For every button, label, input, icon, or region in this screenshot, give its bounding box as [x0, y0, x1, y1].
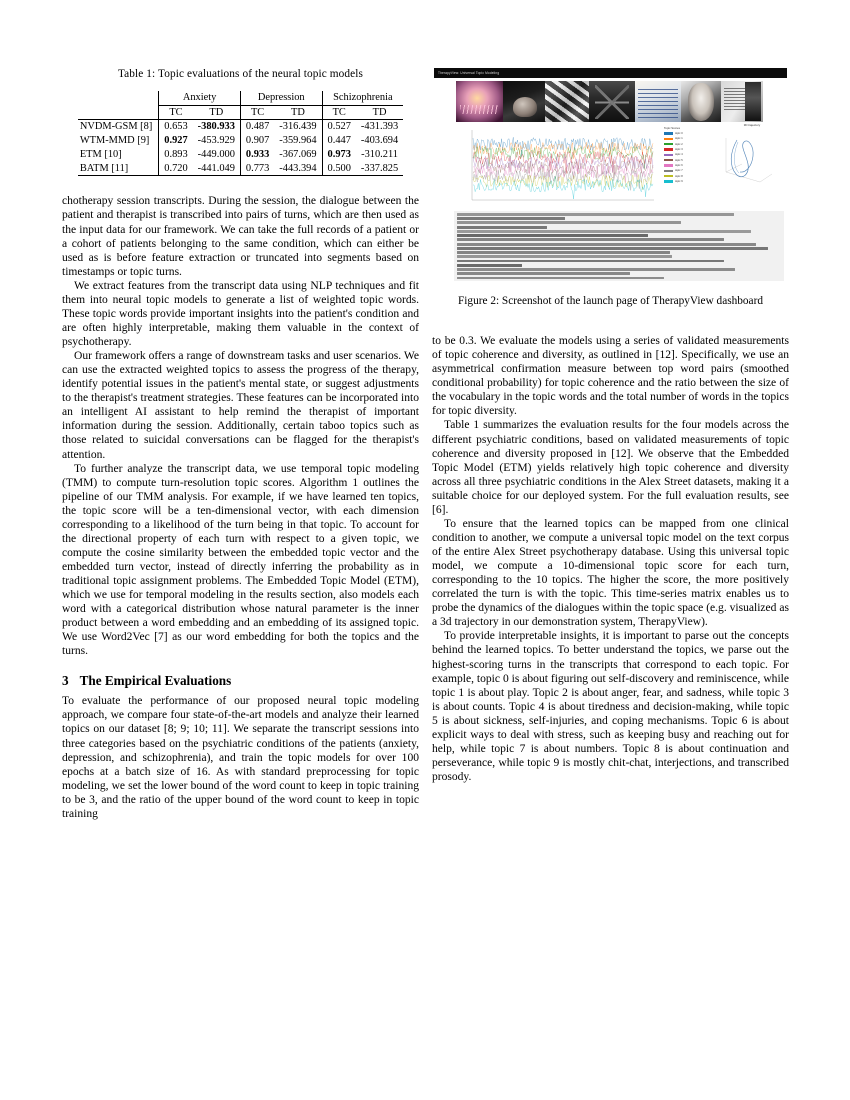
table-cell: 0.500: [322, 162, 356, 176]
table-cell: 0.973: [322, 148, 356, 162]
transcript-line: [457, 264, 522, 267]
table-corner-cell: [78, 91, 159, 105]
strip-thumbnail: [681, 81, 721, 122]
legend-color-swatch: [664, 143, 673, 145]
figure-2-image: [432, 68, 789, 285]
legend-item-label: topic 1: [675, 137, 683, 141]
table-cell: -453.929: [197, 135, 235, 147]
table-group-header-row: [78, 91, 403, 105]
paragraph-right-2: Table 1 summarizes the evaluation results for the four models across the different psychiatric conditions, based on validated measurements of topic coherence and diversity proposed in [12]. We observe that the Embedded Topic Model (ETM) yields relatively high topic coherence and diversity across all three psychiatric conditions in the Alex Street datasets, making it a suitable choice for our deployed system. For the full evaluation results, see [6].: [432, 419, 789, 516]
paragraph-left-3: Our framework offers a range of downstream tasks and user scenarios. We can use the extracted weighted topics to assess the progress of the therapy, identify potential issues in the patient's mental state, or suggest adjustments to the therapist's treatment strategies. These features can be incorporated into an intelligent AI assistant to help remind the therapist of important information during the session. Additionally, certain taboo topics such as those related to suicidal conversations can be flagged for the therapist's attention.: [62, 350, 419, 461]
table-group-header: Depression: [240, 91, 322, 105]
right-column: [432, 68, 789, 784]
transcript-line: [457, 230, 751, 233]
transcript-line: [457, 238, 724, 241]
table-metric-header: TD: [274, 105, 322, 120]
legend-item-label: topic 4: [675, 153, 683, 157]
strip-thumbnail: [635, 81, 681, 122]
table-row: [78, 162, 403, 176]
topic-evaluation-table: [78, 91, 403, 176]
chart-legend: [664, 126, 712, 188]
chart-series-line: [473, 151, 653, 174]
transcript-line: [457, 213, 734, 216]
table-cell: 0.527: [322, 120, 356, 134]
section-number: 3: [62, 673, 69, 689]
transcript-line: [457, 243, 756, 246]
table-row: [78, 120, 403, 134]
legend-item[interactable]: [664, 179, 712, 184]
legend-item-label: topic 5: [675, 158, 683, 162]
paragraph-left-2: We extract features from the transcript data using NLP techniques and fit them into neural topic models to generate a list of weighted topic words. These topic words provide important insights into the patient's condition and are often highly interpretable, making them valuable in the context of psychotherapy.: [62, 279, 419, 349]
dashboard-title: TherapyView: Universal Topic Modeling: [438, 71, 500, 75]
topic-score-timeseries-chart: [458, 128, 656, 206]
table-model-name: NVDM-GSM [8]: [79, 121, 153, 133]
legend-color-swatch: [664, 175, 673, 177]
table-cell: -310.211: [361, 148, 398, 160]
transcript-text-panel: [454, 211, 784, 281]
table-row: [78, 134, 403, 148]
legend-item-label: topic 0: [675, 132, 683, 136]
transcript-line: [457, 268, 735, 271]
transcript-line: [457, 251, 670, 254]
table-model-name: WTM-MMD [9]: [79, 135, 150, 147]
table-metric-header: TC: [159, 105, 193, 120]
strip-thumbnail: [456, 81, 503, 122]
transcript-line: [457, 260, 724, 263]
table-metric-header: TC: [240, 105, 274, 120]
paragraph-right-1: to be 0.3. We evaluate the models using a series of validated measurements of topic coherence and diversity, as outlined in [12]. Specifically, we use an asymmetrical confirmation measure between top word pairs (smoothed conditional probability) for topic coherence and the ratio between the size of the vocabulary in the topic words and the total number of words in the topics for topic diversity.: [432, 335, 789, 418]
transcript-line: [457, 234, 648, 237]
table-cell: 0.653: [159, 120, 193, 134]
strip-thumbnail: [503, 81, 545, 122]
legend-color-swatch: [664, 148, 673, 150]
chart-series-line: [473, 176, 653, 199]
table-caption: Table 1: Topic evaluations of the neural topic models: [117, 68, 364, 80]
table-cell: 0.773: [240, 162, 274, 176]
dashboard-titlebar: [434, 68, 787, 78]
table-group-header: Anxiety: [159, 91, 241, 105]
figure-caption: Figure 2: Screenshot of the launch page of TherapyView dashboard: [458, 295, 763, 307]
paragraph-right-4: To provide interpretable insights, it is important to parse out the concepts behind the learned topics. To better understand the topics, we parse out the highest-scoring turns in the transcripts that correspond to each topic. For example, topic 0 is about figuring out self-discovery and reminiscence, while topic 1 is about play. Topic 2 is about anger, fear, and sadness, while topic 3 is about counts. Topic 4 is about tiredness and decision-making, while topic 5 is about sickness, self-injuries, and coping mechanisms. Topic 6 is about explicit ways to deal with stress, such as keeping busy and reaching out for help, while topic 7 is about numbers. Topic 8 is about continuation and perseverance, while topic 9 is mostly chit-chat, interjections, and transcribed prosody.: [432, 630, 789, 784]
table-cell: -431.393: [360, 121, 399, 133]
table-group-header: Schizophrenia: [322, 91, 403, 105]
table-cell: 0.487: [240, 120, 274, 134]
legend-item-label: topic 6: [675, 163, 683, 167]
table-cell: -316.439: [279, 121, 317, 133]
legend-item-label: topic 9: [675, 179, 683, 183]
legend-title: Topic Scores: [664, 126, 681, 130]
table-metric-header: TC: [322, 105, 356, 120]
transcript-line: [457, 217, 565, 220]
table-cell: -443.394: [274, 162, 322, 176]
legend-item-label: topic 7: [675, 169, 683, 173]
section-heading: [62, 673, 419, 689]
legend-item-label: topic 8: [675, 174, 683, 178]
strip-thumbnail: [545, 81, 589, 122]
table-cell: 0.720: [159, 162, 193, 176]
legend-color-swatch: [664, 138, 673, 140]
table-cell: 0.933: [240, 148, 274, 162]
legend-color-swatch: [664, 170, 673, 172]
dashboard-image-strip: [456, 81, 763, 122]
legend-color-swatch: [664, 132, 673, 134]
table-cell: -403.694: [360, 135, 399, 147]
trajectory-3d-plot: [720, 126, 784, 188]
strip-thumbnail: [589, 81, 635, 122]
legend-color-swatch: [664, 159, 673, 161]
plot3d-title: 3D trajectory: [743, 123, 761, 127]
transcript-line: [457, 226, 547, 229]
table-cell: -380.933: [197, 121, 235, 133]
paragraph-left-5: To evaluate the performance of our proposed neural topic modeling approach, we compare four state-of-the-art models and analyze their learned topics on our dataset [8; 9; 10; 11]. We separate the transcript sessions into three categories based on the psychiatric conditions of the patients (anxiety, depression, and schizophrenia), and train the topic models for over 100 epochs at a batch size of 16. As with standard preprocessing for topic modeling, we set the lower bound of the word count to keep in topic training to be 3, and the ratio of the upper bound of the word count to keep in topic training: [62, 695, 419, 820]
legend-item-label: topic 3: [675, 148, 683, 152]
left-column: [62, 68, 419, 821]
table-metric-header: TD: [356, 105, 403, 120]
table-row: [78, 148, 403, 162]
table-metric-header: TD: [193, 105, 241, 120]
table-model-name: BATM [11]: [78, 162, 159, 176]
table-cell: -441.049: [193, 162, 241, 176]
legend-item-label: topic 2: [675, 142, 683, 146]
table-corner-cell: [78, 105, 159, 120]
table-cell: 0.447: [322, 134, 356, 148]
table-cell: -337.825: [356, 162, 403, 176]
transcript-line: [457, 247, 768, 250]
strip-thumbnail: [721, 81, 763, 122]
table-cell: 0.893: [159, 148, 193, 162]
transcript-line: [457, 272, 630, 275]
legend-color-swatch: [664, 164, 673, 166]
legend-color-swatch: [664, 180, 673, 182]
paragraph-left-1: chotherapy session transcripts. During the session, the dialogue between the patient and therapist is transcribed into pairs of turns, which are then used as the input data for our framework. We can take the full records of a patient or a cohort of patients belonging to the same condition, which can either be used as is before feature extraction or truncated into segments based on timestamps or topic turns.: [62, 195, 419, 278]
table-cell: 0.927: [159, 134, 193, 148]
paragraph-left-4: To further analyze the transcript data, we use temporal topic modeling (TMM) to compute turn-resolution topic scores. Algorithm 1 outlines the pipeline of our TMM analysis. For example, if we have learned ten topics, the topic score will be a ten-dimensional vector, with each dimension corresponding to a likelihood of the turn being in that topic. To account for the directional property of each turn with respect to a given topic, we compute the cosine similarity between the embedded topic vector and the embedded turn vector, instead of directly inferring the probability as in traditional topic assignment problems. The Embedded Topic Model (ETM), which we use for temporal modeling in the results section, also models each word with a categorical distribution whose natural parameter is the inner product between a word embedding and an embedding of its assigned topic. We use Word2Vec [7] as our word embedding for both the topics and the turns.: [62, 462, 419, 658]
table-metric-header-row: [78, 105, 403, 120]
legend-color-swatch: [664, 154, 673, 156]
transcript-line: [457, 255, 672, 258]
table-cell: -359.964: [279, 135, 317, 147]
section-title: The Empirical Evaluations: [79, 673, 232, 689]
paragraph-right-3: To ensure that the learned topics can be mapped from one clinical condition to another, we compute a universal topic model on the text corpus of the entire Alex Street psychotherapy database. Using this universal topic model, we compute a 10-dimensional topic score for each turn, corresponding to the 10 topics. The higher the score, the more positively correlated the turn is with the topic. This time-series matrix enables us to probe the dynamics of the dialogues within the topic space (e.g. visualized as a 3d trajectory in our demonstration system, TherapyView).: [432, 517, 789, 629]
transcript-line: [457, 277, 664, 280]
transcript-line: [457, 221, 681, 224]
table-cell: -367.069: [279, 148, 317, 160]
table-cell: 0.907: [240, 134, 274, 148]
table-cell: -449.000: [197, 148, 235, 160]
table-model-name: ETM [10]: [79, 148, 122, 160]
